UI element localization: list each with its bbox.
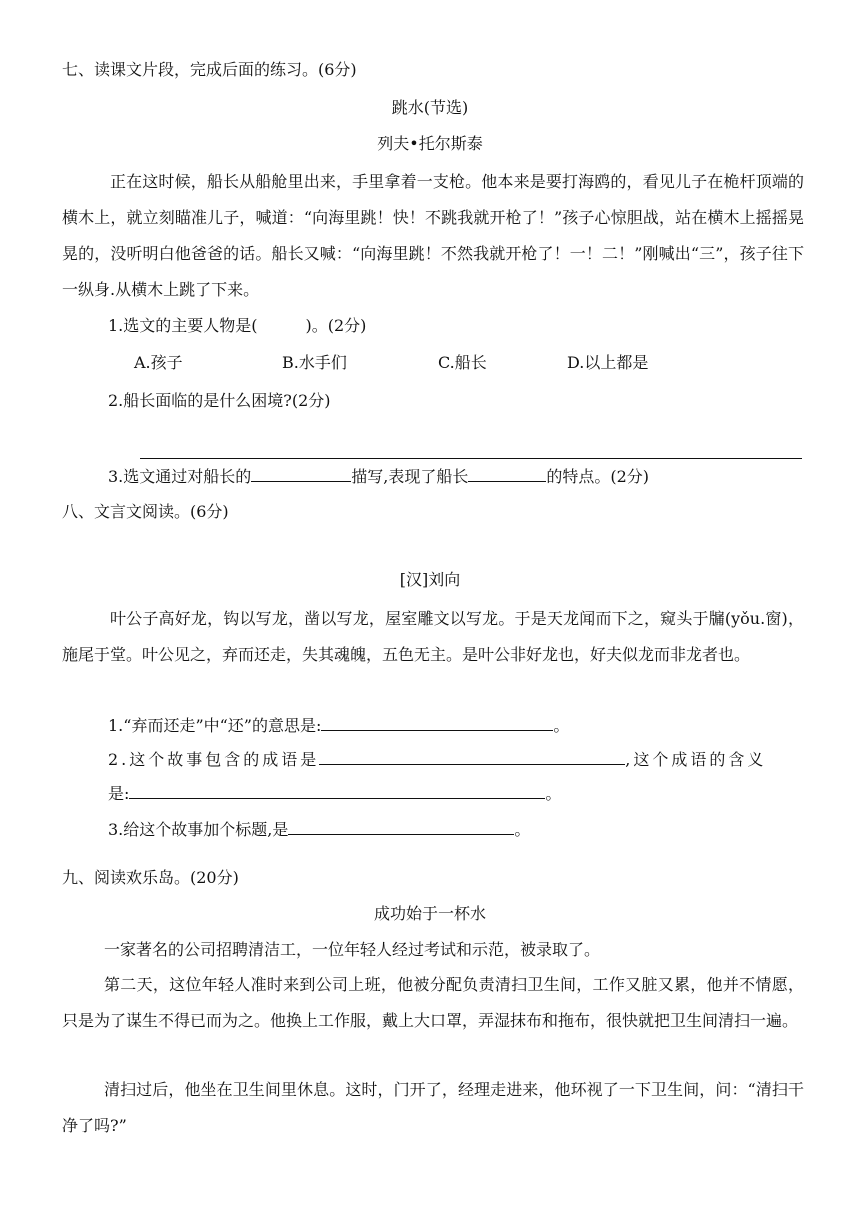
s8-question-2 (108, 750, 766, 770)
s8-q2-end: 。 (545, 784, 562, 803)
s8-q3-text: 3.给这个故事加个标题,是 (108, 820, 289, 839)
passage3-paragraph-3: 清扫过后，他坐在卫生间里休息。这时，门开了，经理走进来，他环视了一下卫生间，问：“清扫干净了吗?” (62, 1080, 804, 1135)
s7-question-3 (108, 467, 649, 487)
s7-q3-text-b: 描写,表现了船长 (351, 467, 469, 486)
passage1-text: 正在这时候，船长从船舱里出来，手里拿着一支枪。他本来是要打海鸥的，看见儿子在桅杆顶端的横木上，就立刻瞄准儿子，喊道：“向海里跳！快！不跳我就开枪了！”孩子心惊胆战，站在横木上摇摇晃晃的，没听明白他爸爸的话。船长又喊：“向海里跳！不然我就开枪了！一！二！”刚喊出“三”，孩子往下一纵身.从横木上跳了下来。 (62, 172, 804, 299)
s8-q2-blank-1[interactable] (319, 750, 625, 765)
s8-question-1 (108, 716, 569, 736)
s8-question-2-cont (108, 784, 561, 804)
s7-q3-text-c: 的特点。(2分) (546, 467, 650, 486)
passage2-text: 叶公子高好龙，钩以写龙，凿以写龙，屋室雕文以写龙。于是天龙闻而下之，窥头于牖(yǒu.窗)，施尾于堂。叶公见之，弃而还走，失其魂魄，五色无主。是叶公非好龙也，好夫似龙而非龙者也。 (62, 609, 804, 664)
s8-q3-end: 。 (514, 820, 531, 839)
s7-option-b: B.水手们 (282, 353, 347, 372)
s7-option-a: A.孩子 (134, 353, 183, 372)
s8-q2-text-c: 是: (108, 784, 130, 803)
passage3-paragraph-1: 一家著名的公司招聘清洁工，一位年轻人经过考试和示范，被录取了。 (104, 940, 601, 959)
s8-q1-blank[interactable] (321, 716, 553, 731)
s7-option-d: D.以上都是 (567, 353, 649, 372)
passage2-author: [汉]刘向 (399, 570, 461, 589)
s8-q1-end: 。 (553, 716, 570, 735)
s8-q1-text: 1.“弃而还走”中“还”的意思是: (108, 716, 322, 735)
s8-q2-blank-2[interactable] (129, 784, 545, 799)
passage3-title: 成功始于一杯水 (373, 904, 486, 923)
s8-q2-text-b: ,这个成语的含义 (625, 750, 767, 769)
s7-q3-text-a: 3.选文通过对船长的 (108, 467, 252, 486)
s7-q3-blank-2[interactable] (468, 467, 546, 482)
s8-q3-blank[interactable] (288, 820, 514, 835)
section7-heading: 七、读课文片段，完成后面的练习。(6分) (62, 60, 357, 79)
passage1-title: 跳水(节选) (391, 98, 469, 117)
s7-q3-blank-1[interactable] (251, 467, 351, 482)
passage3-paragraph-2: 第二天，这位年轻人准时来到公司上班，他被分配负责清扫卫生间，工作又脏又累，他并不情愿，只是为了谋生不得已而为之。他换上工作服，戴上大口罩，弄湿抹布和拖布，很快就把卫生间清扫一遍。 (62, 975, 804, 1030)
s8-question-3 (108, 820, 530, 840)
s7-option-c: C.船长 (438, 353, 487, 372)
s7-question-1: 1.选文的主要人物是( )。(2分) (108, 316, 367, 335)
section9-heading: 九、阅读欢乐岛。(20分) (62, 868, 239, 887)
s8-q2-text-a: 2.这个故事包含的成语是 (108, 750, 320, 769)
s7-question-2: 2.船长面临的是什么困境?(2分) (108, 391, 331, 410)
s7-q2-answer-line[interactable] (140, 458, 802, 459)
passage1-author: 列夫•托尔斯泰 (377, 134, 483, 153)
section8-heading: 八、文言文阅读。(6分) (62, 502, 229, 521)
